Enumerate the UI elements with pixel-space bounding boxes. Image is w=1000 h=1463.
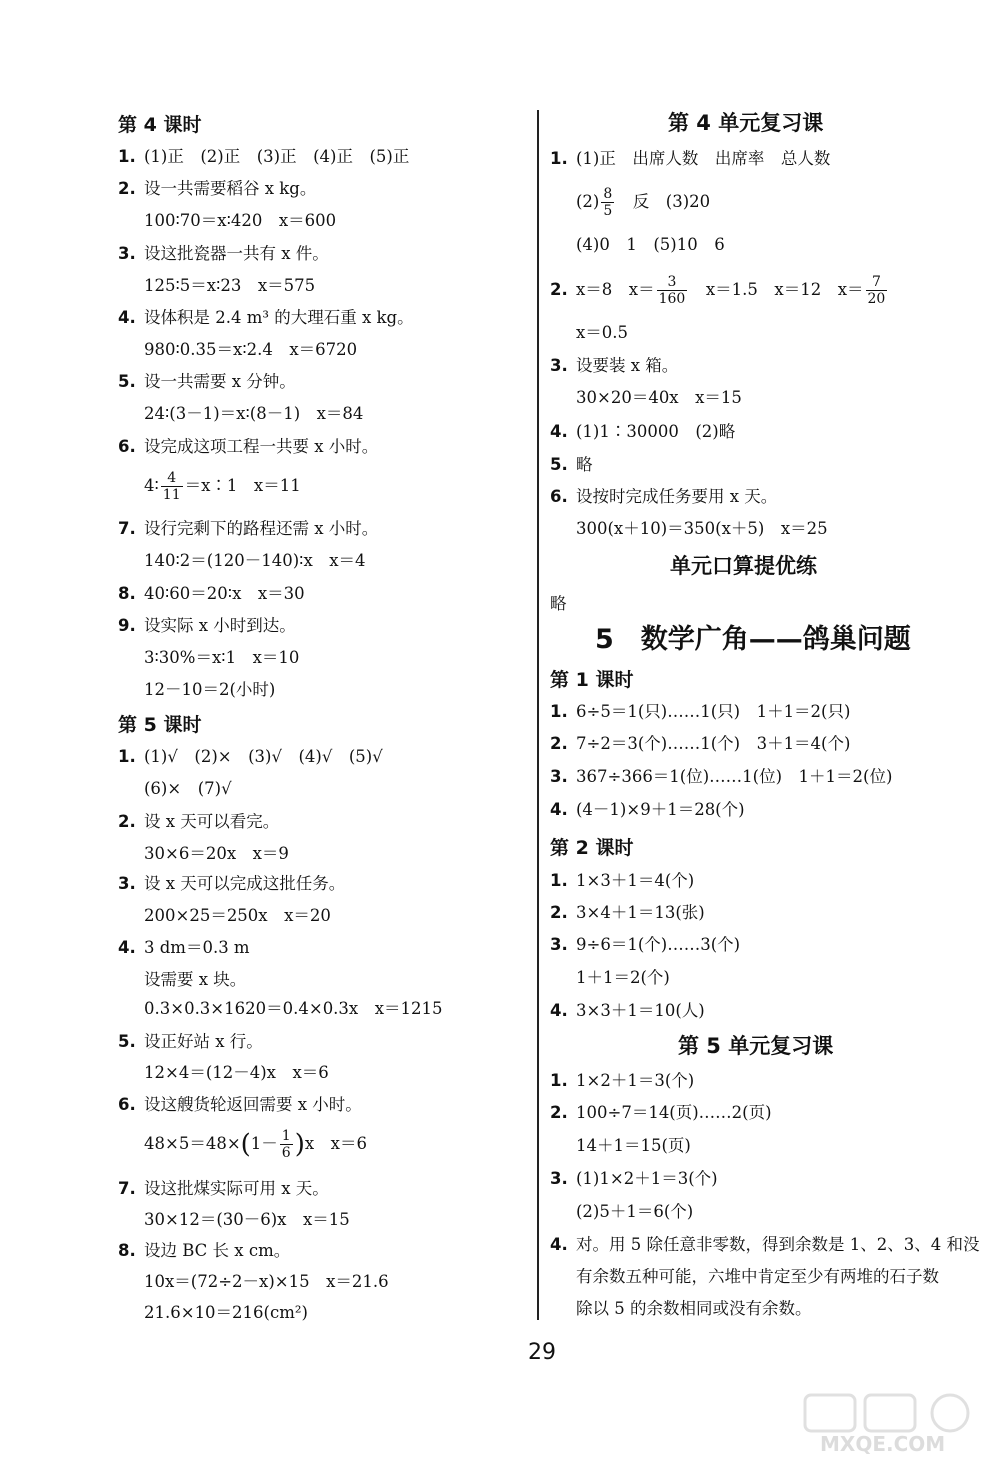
answer-item xyxy=(118,615,296,637)
expression-part: 4∶ xyxy=(144,476,159,495)
answer-item xyxy=(550,934,740,956)
item-number: 3. xyxy=(550,1169,568,1188)
answer-line: 30×20＝40x x＝15 xyxy=(576,388,742,407)
answer-text: 1×3＋1＝4(个) xyxy=(576,871,695,890)
answer-item xyxy=(118,1240,290,1262)
fraction xyxy=(657,274,688,307)
answer-line: 3∶30%＝x∶1 x＝10 xyxy=(144,648,300,667)
answer-text: 1×2＋1＝3(个) xyxy=(576,1071,695,1090)
answer-item xyxy=(550,454,593,476)
answer-item xyxy=(118,243,329,265)
section-heading: 第 5 课时 xyxy=(118,714,202,736)
unit-review-heading: 第 4 单元复习课 xyxy=(668,111,824,135)
answer-item xyxy=(118,937,250,959)
item-number: 1. xyxy=(550,1071,568,1090)
answer-text: 设行完剩下的路程还需 x 小时。 xyxy=(144,519,379,538)
answer-item xyxy=(550,148,830,170)
fraction xyxy=(601,186,614,219)
answer-line: 有余数五种可能，六堆中肯定至少有两堆的石子数 xyxy=(576,1267,939,1286)
item-number: 2. xyxy=(550,734,568,753)
section-heading: 第 4 课时 xyxy=(118,114,202,136)
answer-item xyxy=(118,1178,329,1200)
answer-item xyxy=(550,902,705,924)
answer-text: 设体积是 2.4 m³ 的大理石重 x kg。 xyxy=(144,308,414,327)
answer-item xyxy=(550,355,678,377)
fraction xyxy=(161,470,183,503)
denominator: 6 xyxy=(281,1145,291,1161)
item-number: 1. xyxy=(550,702,568,721)
answer-item xyxy=(118,746,383,768)
answer-text: (1)1×2＋1＝3(个) xyxy=(576,1169,718,1188)
item-number: 2. xyxy=(550,903,568,922)
answer-line xyxy=(144,1126,367,1163)
item-number: 5. xyxy=(550,455,568,474)
expression-part: 反 (3)20 xyxy=(616,192,711,211)
answer-item xyxy=(550,1102,772,1124)
answer-line: 10x＝(72÷2－x)×15 x＝21.6 xyxy=(144,1272,389,1291)
answer-text: 设按时完成任务要用 x 天。 xyxy=(576,487,778,506)
answer-item xyxy=(118,583,305,605)
numerator: 8 xyxy=(603,186,613,202)
item-number: 4. xyxy=(550,1001,568,1020)
item-number: 9. xyxy=(118,616,136,635)
answer-line: (6)× (7)√ xyxy=(144,779,232,798)
item-number: 2. xyxy=(118,179,136,198)
item-number: 1. xyxy=(550,149,568,168)
answer-item xyxy=(550,272,889,308)
answer-text: (1)√ (2)× (3)√ (4)√ (5)√ xyxy=(144,747,383,766)
answer-line: (4)0 1 (5)10 6 xyxy=(576,235,725,254)
item-number: 2. xyxy=(118,812,136,831)
item-number: 2. xyxy=(550,280,568,299)
expression-part: (2) xyxy=(576,192,600,211)
answer-text: 略 xyxy=(576,455,593,474)
item-number: 4. xyxy=(550,800,568,819)
answer-text: 3×3＋1＝10(人) xyxy=(576,1001,705,1020)
denominator: 5 xyxy=(603,203,613,219)
answer-text: (1)正 (2)正 (3)正 (4)正 (5)正 xyxy=(144,147,410,166)
answer-line: x＝0.5 xyxy=(576,323,629,342)
answer-line: 100∶70＝x∶420 x＝600 xyxy=(144,211,337,230)
answer-text: 设正好站 x 行。 xyxy=(144,1032,263,1051)
answer-line: 300(x＋10)＝350(x＋5) x＝25 xyxy=(576,519,828,538)
answer-text: 3 dm＝0.3 m xyxy=(144,938,250,957)
answer-item xyxy=(118,873,345,895)
section-heading: 第 1 课时 xyxy=(550,669,634,691)
answer-line: 0.3×0.3×1620＝0.4×0.3x x＝1215 xyxy=(144,999,443,1018)
item-number: 7. xyxy=(118,1179,136,1198)
answer-item xyxy=(118,436,378,458)
answer-item xyxy=(550,1000,705,1022)
watermark-icon xyxy=(800,1390,995,1435)
expression-part: ＝x∶1 x＝11 xyxy=(184,476,301,495)
item-number: 3. xyxy=(550,767,568,786)
answer-line: 12×4＝(12－4)x x＝6 xyxy=(144,1063,329,1082)
numerator: 1 xyxy=(281,1128,291,1144)
item-number: 4. xyxy=(550,1235,568,1254)
answer-line: (2)5＋1＝6(个) xyxy=(576,1202,694,1221)
expression-part: x＝1.5 x＝12 x＝ xyxy=(689,280,864,299)
item-number: 3. xyxy=(550,356,568,375)
column-divider xyxy=(537,110,539,1320)
answer-text: (1)正 出席人数 出席率 总人数 xyxy=(576,149,831,168)
expression-part: x＝8 x＝ xyxy=(576,280,655,299)
item-number: 2. xyxy=(550,1103,568,1122)
denominator: 11 xyxy=(162,487,181,503)
answer-item xyxy=(118,518,378,540)
answer-text: 设边 BC 长 x cm。 xyxy=(144,1241,291,1260)
answer-text: 设一共需要稻谷 x kg。 xyxy=(144,179,317,198)
answer-text: 设实际 x 小时到达。 xyxy=(144,616,296,635)
answer-line: 24∶(3－1)＝x∶(8－1) x＝84 xyxy=(144,404,364,423)
item-number: 5. xyxy=(118,372,136,391)
answer-item xyxy=(118,811,279,833)
item-number: 1. xyxy=(118,147,136,166)
item-number: 3. xyxy=(118,244,136,263)
item-number: 8. xyxy=(118,1241,136,1260)
answer-text: 略 xyxy=(550,594,567,613)
item-number: 5. xyxy=(118,1032,136,1051)
answer-item xyxy=(118,371,296,393)
item-number: 3. xyxy=(550,935,568,954)
answer-item xyxy=(550,870,694,892)
answer-line: 125∶5＝x∶23 x＝575 xyxy=(144,276,316,295)
answer-line: 30×12＝(30－6)x x＝15 xyxy=(144,1210,350,1229)
item-number: 8. xyxy=(118,584,136,603)
answer-item xyxy=(550,486,777,508)
item-number: 4. xyxy=(118,938,136,957)
answer-item xyxy=(118,1031,263,1053)
answer-line: 980∶0.35＝x∶2.4 x＝6720 xyxy=(144,340,358,359)
answer-text: 设这艘货轮返回需要 x 小时。 xyxy=(144,1095,362,1114)
answer-item xyxy=(118,178,316,200)
item-number: 6. xyxy=(118,1095,136,1114)
denominator: 20 xyxy=(867,291,886,307)
answer-item xyxy=(550,701,850,723)
expression-part: x x＝6 xyxy=(304,1134,367,1153)
left-paren: ( xyxy=(240,1129,251,1160)
item-number: 6. xyxy=(550,487,568,506)
answer-text: 40∶60＝20∶x x＝30 xyxy=(144,584,305,603)
item-number: 1. xyxy=(118,747,136,766)
answer-text: 3×4＋1＝13(张) xyxy=(576,903,705,922)
answer-item xyxy=(118,1094,362,1116)
item-number: 3. xyxy=(118,874,136,893)
unit-title: 5 数学广角——鸽巢问题 xyxy=(595,624,911,655)
answer-text: 设 x 天可以完成这批任务。 xyxy=(144,874,346,893)
answer-text: 设这批煤实际可用 x 天。 xyxy=(144,1179,329,1198)
answer-item xyxy=(550,1234,979,1256)
answer-item xyxy=(550,421,735,443)
answer-item xyxy=(550,766,892,788)
answer-text: (4－1)×9＋1＝28(个) xyxy=(576,800,745,819)
fraction xyxy=(280,1128,293,1161)
watermark-text: MXQE.COM xyxy=(820,1432,946,1456)
answer-text: 367÷366＝1(位)……1(位) 1＋1＝2(位) xyxy=(576,767,893,786)
answer-line: 14＋1＝15(页) xyxy=(576,1136,691,1155)
answer-line: 21.6×10＝216(cm²) xyxy=(144,1303,308,1322)
answer-line: 除以 5 的余数相同或没有余数。 xyxy=(576,1299,812,1318)
numerator: 4 xyxy=(161,470,183,487)
item-number: 4. xyxy=(118,308,136,327)
answer-text: 设这批瓷器一共有 x 件。 xyxy=(144,244,329,263)
numerator: 7 xyxy=(866,274,888,291)
answer-text: 设一共需要 x 分钟。 xyxy=(144,372,296,391)
answer-line: 200×25＝250x x＝20 xyxy=(144,906,331,925)
item-number: 7. xyxy=(118,519,136,538)
unit-review-heading: 第 5 单元复习课 xyxy=(678,1034,834,1058)
fraction xyxy=(866,274,888,307)
answer-item xyxy=(550,799,745,821)
answer-text: 6÷5＝1(只)……1(只) 1＋1＝2(只) xyxy=(576,702,851,721)
denominator: 160 xyxy=(658,291,686,307)
answer-text: 设要装 x 箱。 xyxy=(576,356,679,375)
item-number: 4. xyxy=(550,422,568,441)
answer-text: 100÷7＝14(页)……2(页) xyxy=(576,1103,772,1122)
answer-line: 30×6＝20x x＝9 xyxy=(144,844,289,863)
watermark-logo xyxy=(800,1390,995,1460)
section-heading: 第 2 课时 xyxy=(550,837,634,859)
answer-line: 12－10＝2(小时) xyxy=(144,680,276,699)
numerator: 3 xyxy=(657,274,688,291)
answer-item xyxy=(550,1070,694,1092)
answer-text: (1)1∶30000 (2)略 xyxy=(576,422,736,441)
answer-text: 7÷2＝3(个)……1(个) 3＋1＝4(个) xyxy=(576,734,851,753)
answer-item xyxy=(118,307,414,329)
answer-line: 140∶2＝(120－140)∶x x＝4 xyxy=(144,551,366,570)
answer-line xyxy=(576,184,710,220)
oral-practice-heading: 单元口算提优练 xyxy=(670,554,817,578)
answer-line xyxy=(144,468,301,504)
answer-text: 9÷6＝1(个)……3(个) xyxy=(576,935,741,954)
answer-text: 设 x 天可以看完。 xyxy=(144,812,280,831)
expression-part: 48×5＝48× xyxy=(144,1134,241,1153)
answer-item xyxy=(550,733,850,755)
right-paren: ) xyxy=(294,1129,305,1160)
answer-line: 设需要 x 块。 xyxy=(144,970,247,989)
answer-text: 对。用 5 除任意非零数，得到余数是 1、2、3、4 和没 xyxy=(576,1235,980,1254)
item-number: 1. xyxy=(550,871,568,890)
answer-item xyxy=(550,1168,718,1190)
answer-text: 设完成这项工程一共要 x 小时。 xyxy=(144,437,379,456)
page-number: 29 xyxy=(528,1340,556,1365)
answer-line: 1＋1＝2(个) xyxy=(576,968,670,987)
answer-item xyxy=(118,146,409,168)
item-number: 6. xyxy=(118,437,136,456)
expression-part: 1－ xyxy=(250,1134,278,1153)
